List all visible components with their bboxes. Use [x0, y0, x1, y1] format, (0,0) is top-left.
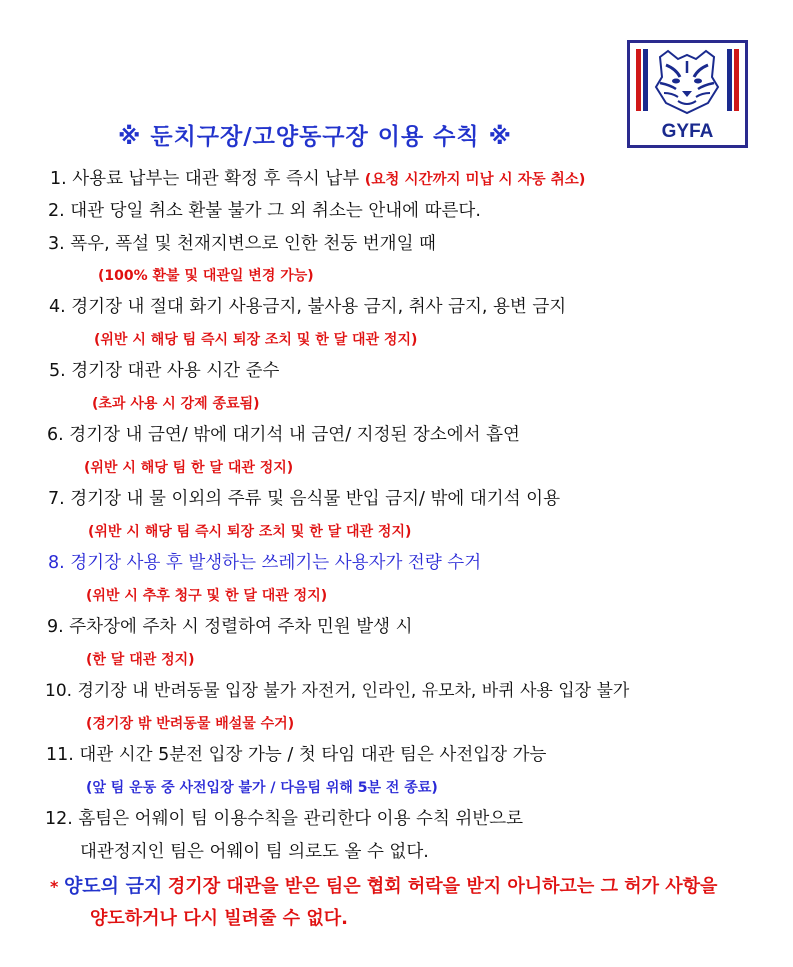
rule-4-note: (위반 시 해당 팀 즉시 퇴장 조치 및 한 달 대관 정지) — [94, 332, 418, 348]
rule-6: 6. 경기장 내 금연/ 밖에 대기석 내 금연/ 지정된 장소에서 흡연 — [47, 425, 520, 445]
rule-12: 12. 홈팀은 어웨이 팀 이용수칙을 관리한다 이용 수칙 위반으로 — [45, 809, 524, 829]
tiger-emblem-icon — [630, 43, 745, 145]
rule-5-note: (초과 사용 시 강제 종료됨) — [92, 396, 260, 412]
rule-9: 9. 주차장에 주차 시 정렬하여 주차 민원 발생 시 — [47, 617, 413, 637]
rule-1 — [50, 167, 585, 192]
rule-12-continuation: 대관정지인 팀은 어웨이 팀 의로도 올 수 없다. — [80, 842, 429, 862]
rule-1-inline-note: (요청 시간까지 미납 시 자동 취소) — [364, 172, 586, 188]
rule-3-note: (100% 환불 및 대관일 변경 가능) — [98, 268, 314, 284]
rule-6-note: (위반 시 해당 팀 한 달 대관 정지) — [84, 460, 294, 476]
rule-7: 7. 경기장 내 물 이외의 주류 및 음식물 반입 금지/ 밖에 대기석 이용 — [48, 489, 560, 509]
rule-2: 2. 대관 당일 취소 환불 불가 그 외 취소는 안내에 따른다. — [48, 201, 481, 221]
rule-10-note: (경기장 밖 반려동물 배설물 수거) — [86, 716, 295, 732]
footer-continuation: 양도하거나 다시 빌려줄 수 없다. — [90, 908, 348, 929]
rule-11-note: (앞 팀 운동 중 사전입장 불가 / 다음팀 위해 5분 전 종료) — [86, 780, 438, 796]
footer-text: 경기장 대관을 받은 팀은 협회 허락을 받지 아니하고는 그 허가 사항을 — [167, 876, 718, 897]
rule-1-text: 1. 사용료 납부는 대관 확정 후 즉시 납부 — [50, 169, 360, 189]
rule-10: 10. 경기장 내 반려동물 입장 불가 자전거, 인라인, 유모차, 바퀴 사용 입장 불가 — [45, 681, 630, 701]
footer-star: * — [50, 877, 59, 896]
rule-8-note: (위반 시 추후 청구 및 한 달 대관 정지) — [86, 588, 328, 604]
footer-lead: 양도의 금지 — [63, 875, 163, 897]
rule-8: 8. 경기장 사용 후 발생하는 쓰레기는 사용자가 전량 수거 — [48, 553, 482, 573]
rule-3: 3. 폭우, 폭설 및 천재지변으로 인한 천둥 번개일 때 — [48, 234, 436, 254]
rule-11: 11. 대관 시간 5분전 입장 가능 / 첫 타임 대관 팀은 사전입장 가능 — [46, 745, 547, 765]
rule-7-note: (위반 시 해당 팀 즉시 퇴장 조치 및 한 달 대관 정지) — [88, 524, 412, 540]
rule-4: 4. 경기장 내 절대 화기 사용금지, 불사용 금지, 취사 금지, 용변 금지 — [49, 297, 567, 317]
footer-note — [50, 874, 717, 899]
rule-9-note: (한 달 대관 정지) — [86, 652, 195, 668]
logo-text: GYFA — [661, 121, 714, 142]
page-title: ※ 둔치구장/고양동구장 이용 수칙 ※ — [118, 124, 512, 150]
gyfa-logo — [627, 40, 748, 148]
rule-5: 5. 경기장 대관 사용 시간 준수 — [49, 361, 280, 381]
